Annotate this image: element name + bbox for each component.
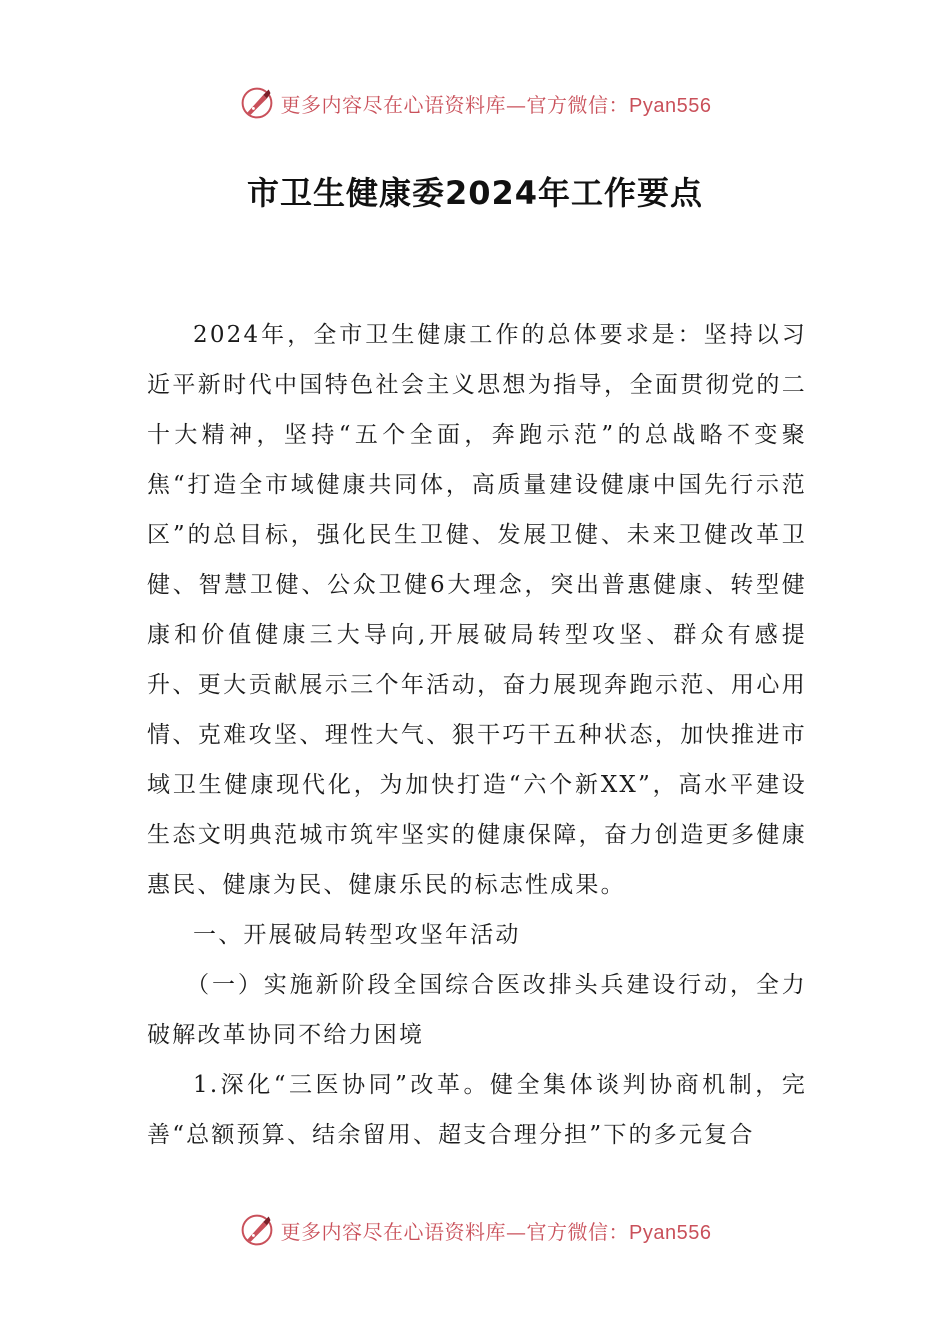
watermark-banner-top: [0, 83, 950, 123]
watermark-label: 更多内容尽在心语资料库—官方微信：: [280, 1219, 630, 1244]
watermark-text: [281, 1216, 712, 1245]
pen-nib-logo-icon: [239, 85, 275, 121]
watermark-banner-bottom: [0, 1210, 950, 1250]
document-title: 市卫生健康委2024年工作要点: [246, 174, 704, 212]
watermark-text: [281, 89, 712, 118]
pen-nib-logo-icon: [239, 1212, 275, 1248]
item-paragraph-1: 1.深化“三医协同”改革。健全集体谈判协商机制，完善“总额预算、结余留用、超支合理分担”下的多元复合: [147, 1072, 807, 1148]
section-heading-1: 一、开展破局转型攻坚年活动: [193, 922, 521, 948]
wechat-id: Pyan556: [629, 94, 712, 117]
watermark-label: 更多内容尽在心语资料库—官方微信：: [280, 92, 630, 117]
document-body: [147, 310, 807, 1160]
subsection-heading-1: （一）实施新阶段全国综合医改排头兵建设行动，全力破解改革协同不给力困境: [147, 972, 807, 1048]
intro-paragraph: 2024年，全市卫生健康工作的总体要求是：坚持以习近平新时代中国特色社会主义思想为指导，全面贯彻党的二十大精神，坚持“五个全面，奔跑示范”的总战略不变聚焦“打造全市域健康共同体，高质量建设健康中国先行示范区”的总目标，强化民生卫健、发展卫健、未来卫健改革卫健、智慧卫健、公众卫健6大理念，突出普惠健康、转型健康和价值健康三大导向,开展破局转型攻坚、群众有感提升、更大贡献展示三个年活动，奋力展现奔跑示范、用心用情、克难攻坚、理性大气、狠干巧干五种状态，加快推进市域卫生健康现代化，为加快打造“六个新XX”，高水平建设生态文明典范城市筑牢坚实的健康保障，奋力创造更多健康惠民、健康为民、健康乐民的标志性成果。: [147, 322, 807, 898]
wechat-id: Pyan556: [629, 1221, 712, 1244]
